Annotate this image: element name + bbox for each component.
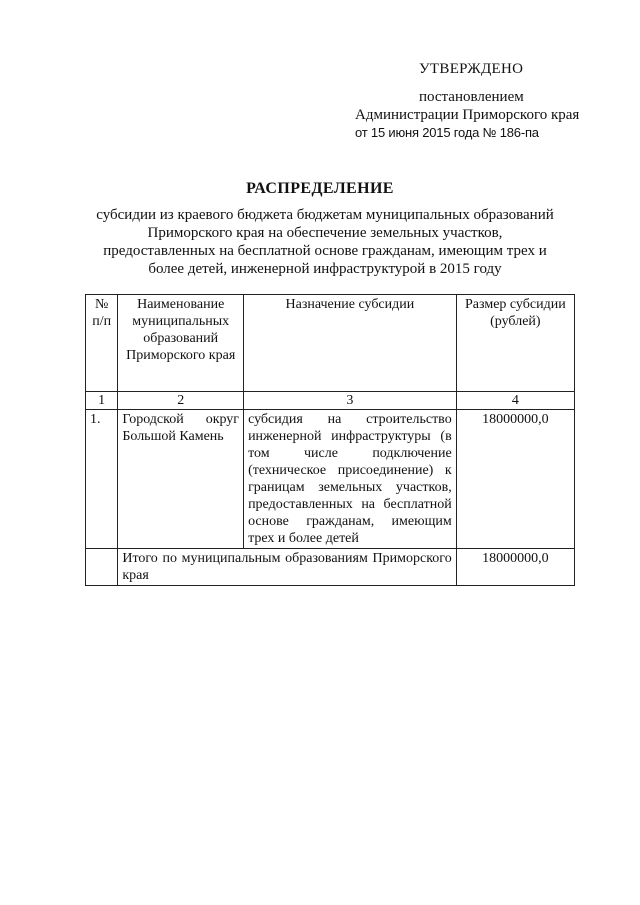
distribution-table (85, 294, 575, 586)
row-purpose: субсидия на строительство инженерной инфраструктуры (в том числе подключение (техническое присоединение) к границам земельных участков, предоставленных на бесплатной основе гражданам, имеющим трех и более детей (244, 410, 457, 549)
header-num: № п/п (86, 295, 118, 392)
column-number-row (86, 392, 575, 410)
approval-line-administration: Администрации Приморского края (355, 107, 580, 123)
table-header-row (86, 295, 575, 392)
column-number-4: 4 (456, 392, 574, 410)
document-subtitle: субсидии из краевого бюджета бюджетам муниципальных образований Приморского края на обеспечение земельных участков, предоставленных на бесплатной основе гражданам, имеющим трех и более детей, инженерной инфраструктурой в 2015 году (96, 207, 554, 277)
row-amount: 18000000,0 (456, 410, 574, 549)
total-amount: 18000000,0 (456, 549, 574, 586)
header-purpose: Назначение субсидии (244, 295, 457, 392)
column-number-3: 3 (244, 392, 457, 410)
column-number-1: 1 (86, 392, 118, 410)
approval-stamp (355, 60, 615, 142)
header-amount: Размер субсидии (рублей) (456, 295, 574, 392)
total-row (86, 549, 575, 586)
approval-line-date: от 15 июня 2015 года № 186-па (355, 125, 539, 140)
total-empty-cell (86, 549, 118, 586)
row-num: 1. (86, 410, 118, 549)
approved-label: УТВЕРЖДЕНО (419, 61, 524, 77)
table-row (86, 410, 575, 549)
header-name: Наименование муниципальных образований Приморского края (118, 295, 244, 392)
row-name: Городской округ Большой Камень (118, 410, 244, 549)
total-label: Итого по муниципальным образованиям Приморского края (118, 549, 456, 586)
document-title: РАСПРЕДЕЛЕНИЕ (246, 180, 394, 197)
approval-line-resolution: постановлением (419, 89, 524, 105)
column-number-2: 2 (118, 392, 244, 410)
